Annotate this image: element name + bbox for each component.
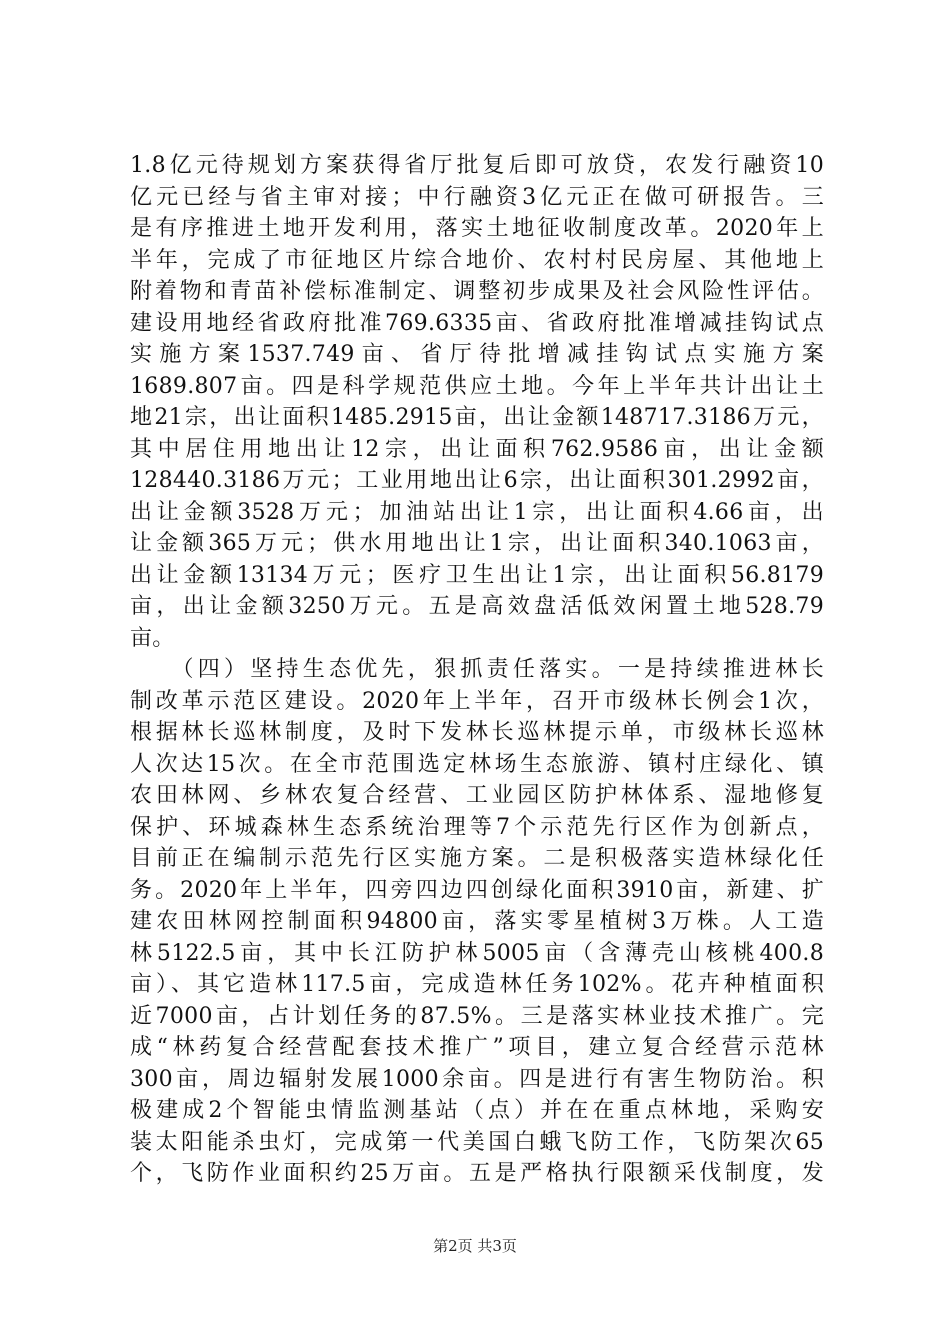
text-line: 近7000亩，占计划任务的87.5%。三是落实林业技术推广。完 bbox=[130, 1003, 824, 1029]
text-line: 制改革示范区建设。2020年上半年，召开市级林长例会1次， bbox=[130, 688, 824, 714]
text-line: 亩。 bbox=[130, 625, 175, 651]
text-line: 亩，出让金额3250万元。五是高效盘活低效闲置土地528.79 bbox=[130, 594, 824, 619]
text-line: 建农田林网控制面积94800亩，落实零星植树3万株。人工造 bbox=[130, 909, 824, 934]
text-line: 地21宗，出让面积1485.2915亩，出让金额148717.3186万元， bbox=[130, 405, 824, 430]
text-line: 其中居住用地出让12宗，出让面积762.9586亩，出让金额 bbox=[130, 436, 824, 462]
text-line: 128440.3186万元；工业用地出让6宗，出让面积301.2992亩， bbox=[130, 468, 824, 493]
text-line: 个，飞防作业面积约25万亩。五是严格执行限额采伐制度，发 bbox=[130, 1161, 824, 1186]
text-line: 出让金额3528万元；加油站出让1宗，出让面积4.66亩，出 bbox=[130, 499, 824, 525]
page-number-footer: 第2页 共3页 bbox=[433, 1237, 517, 1255]
text-line: 让金额365万元；供水用地出让1宗，出让面积340.1063亩， bbox=[130, 531, 824, 556]
text-line: 装太阳能杀虫灯，完成第一代美国白蛾飞防工作，飞防架次65 bbox=[130, 1129, 824, 1155]
text-line: 目前正在编制示范先行区实施方案。二是积极落实造林绿化任 bbox=[130, 846, 824, 871]
text-line: 实施方案1537.749亩、省厅待批增减挂钩试点实施方案 bbox=[130, 342, 824, 367]
document-body bbox=[130, 150, 824, 1190]
text-line: 务。2020年上半年，四旁四边四创绿化面积3910亩，新建、扩 bbox=[130, 877, 824, 903]
text-line: 1689.807亩。四是科学规范供应土地。今年上半年共计出让土 bbox=[130, 373, 824, 399]
text-line: 1.8亿元待规划方案获得省厅批复后即可放贷，农发行融资10 bbox=[130, 153, 824, 178]
text-line: 成“林药复合经营配套技术推广”项目，建立复合经营示范林 bbox=[130, 1035, 824, 1060]
section-heading-line: （四）坚持生态优先，狠抓责任落实。一是持续推进林长 bbox=[130, 657, 824, 682]
text-line: 亩）、其它造林117.5亩，完成造林任务102%。花卉种植面积 bbox=[130, 972, 824, 997]
text-line: 根据林长巡林制度，及时下发林长巡林提示单，市级林长巡林 bbox=[130, 720, 824, 745]
text-line: 林5122.5亩，其中长江防护林5005亩（含薄壳山核桃400.8 bbox=[130, 940, 824, 966]
text-line: 农田林网、乡林农复合经营、工业园区防护林体系、湿地修复 bbox=[130, 783, 824, 808]
text-line: 人次达15次。在全市范围选定林场生态旅游、镇村庄绿化、镇 bbox=[130, 751, 824, 777]
text-line: 是有序推进土地开发利用，落实土地征收制度改革。2020年上 bbox=[130, 216, 824, 241]
text-line: 亿元已经与省主审对接；中行融资3亿元正在做可研报告。三 bbox=[130, 184, 824, 210]
text-line: 附着物和青苗补偿标准制定、调整初步成果及社会风险性评估。 bbox=[130, 279, 824, 304]
text-line: 300亩，周边辐射发展1000余亩。四是进行有害生物防治。积 bbox=[130, 1066, 824, 1092]
text-line: 极建成2个智能虫情监测基站（点）并在在重点林地，采购安 bbox=[130, 1098, 824, 1123]
text-line: 出让金额13134万元；医疗卫生出让1宗，出让面积56.8179 bbox=[130, 562, 824, 588]
text-line: 半年，完成了市征地区片综合地价、农村村民房屋、其他地上 bbox=[130, 247, 824, 273]
text-line: 保护、环城森林生态系统治理等7个示范先行区作为创新点， bbox=[130, 814, 824, 840]
text-line: 建设用地经省政府批准769.6335亩、省政府批准增减挂钩试点 bbox=[130, 310, 824, 336]
